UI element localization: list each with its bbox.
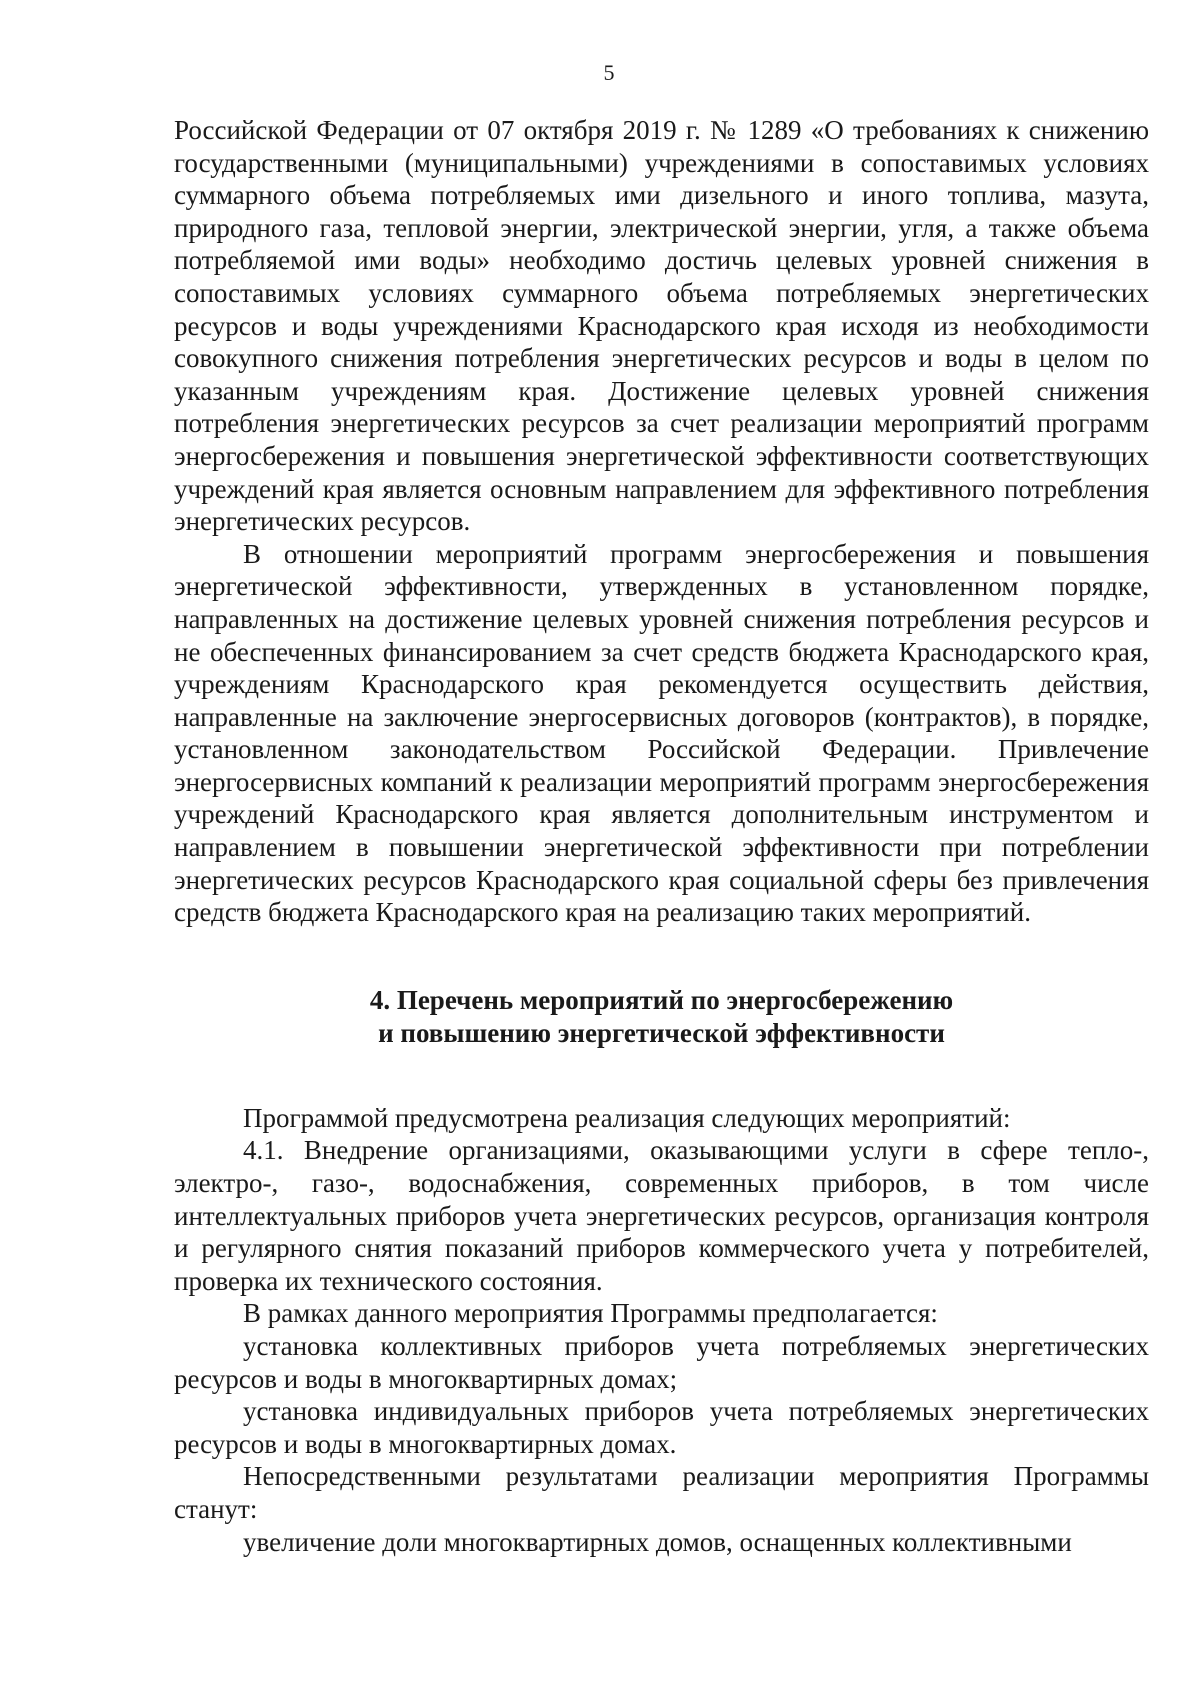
paragraph-individual-meters: установка индивидуальных приборов учета потребляемых энергетических ресурсов и воды в многоквартирных домах. — [174, 1396, 1149, 1459]
paragraph-increase-share: увеличение доли многоквартирных домов, оснащенных коллективными — [243, 1526, 1072, 1557]
paragraph-energy-service: В отношении мероприятий программ энергосбережения и повышения энергетической эффективности, утвержденных в установленном порядке, направленных на достижение целевых уровней снижения потребления ресурсов и не обеспеченных финансированием за счет средств бюджета Краснодарского края, учреждениям Краснодарского края рекомендуется осуществить действия, направленные на заключение энергосервисных договоров (контрактов), в порядке, установленном законодательством Российской Федерации. Привлечение энергосервисных компаний к реализации мероприятий программ энергосбережения учреждений Краснодарского края является дополнительным инструментом и направлением в повышении энергетической эффективности при потреблении энергетических ресурсов Краснодарского края социальной сферы без привлечения средств бюджета Краснодарского края на реализацию таких мероприятий. — [174, 538, 1149, 928]
page-number: 5 — [603, 60, 615, 85]
paragraph-program-intro: Программой предусмотрена реализация следующих мероприятий: — [243, 1102, 1011, 1133]
paragraph-continuation: Российской Федерации от 07 октября 2019 г. № 1289 «О требованиях к снижению государственными (муниципальными) учреждениями в сопоставимых условиях суммарного объема потребляемых ими дизельного и иного топлива, мазута, природного газа, тепловой энергии, электрической энергии, угля, а также объема потребляемой ими воды» необходимо достичь целевых уровней снижения в сопоставимых условиях суммарного объема потребляемых энергетических ресурсов и воды учреждениями Краснодарского края исходя из необходимости совокупного снижения потребления энергетических ресурсов и воды в целом по указанным учреждениям края. Достижение целевых уровней снижения потребления энергетических ресурсов за счет реализации мероприятий программ энергосбережения и повышения энергетической эффективности соответствующих учреждений края является основным направлением для эффективного потребления энергетических ресурсов. — [174, 115, 1149, 537]
paragraph-item-4-1: 4.1. Внедрение организациями, оказывающими услуги в сфере тепло-, электро-, газо-, водоснабжения, современных приборов, в том числе интеллектуальных приборов учета энергетических ресурсов, организация контроля и регулярного снятия показаний приборов коммерческого учета у потребителей, проверка их технического состояния. — [174, 1135, 1149, 1296]
section-heading — [174, 984, 1149, 1050]
section-heading-line-2: и повышению энергетической эффективности — [378, 1017, 945, 1048]
paragraph-results: Непосредственными результатами реализации мероприятия Программы станут: — [174, 1461, 1149, 1524]
paragraph-framework: В рамках данного мероприятия Программы предполагается: — [243, 1298, 938, 1329]
document-body — [174, 114, 1149, 1558]
section-heading-line-1: 4. Перечень мероприятий по энергосбережению — [369, 984, 954, 1015]
paragraph-collective-meters: установка коллективных приборов учета потребляемых энергетических ресурсов и воды в многоквартирных домах; — [174, 1331, 1149, 1394]
